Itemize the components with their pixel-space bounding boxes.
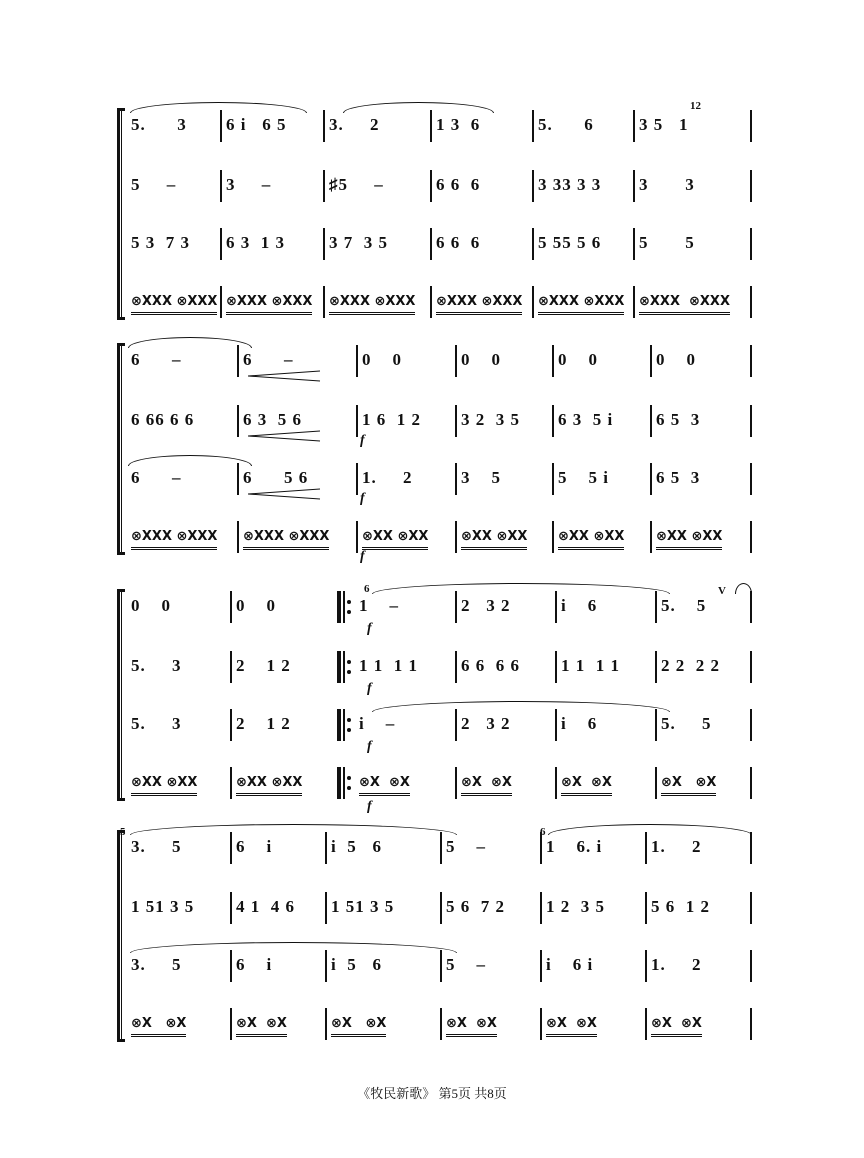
tuplet-number: 6: [540, 826, 546, 838]
notation-measure: 5 6 1 2: [651, 897, 710, 916]
barline: [356, 345, 358, 377]
barline: [540, 950, 542, 982]
barline: [325, 892, 327, 924]
slur: [130, 824, 457, 835]
barline: [325, 832, 327, 864]
percussion-measure: ⊗X ⊗X: [446, 1015, 497, 1037]
notation-measure: 2 3 2: [461, 596, 511, 615]
notation-measure: 5 3 7 3: [131, 233, 190, 252]
crescendo-hairpin: [248, 488, 323, 500]
barline: [655, 709, 657, 741]
barline: [552, 345, 554, 377]
barline: [552, 463, 554, 495]
notation-measure: 3. 5: [131, 955, 182, 974]
notation-measure: 5. 5: [661, 596, 707, 615]
barline: [555, 767, 557, 799]
breath-mark: V: [718, 585, 726, 597]
notation-measure: 1 –: [359, 596, 399, 615]
barline: [750, 709, 752, 741]
melody-staff: [0, 403, 864, 439]
barline: [440, 832, 442, 864]
notation-measure: 1 1 1 1: [561, 656, 620, 675]
melody-staff: [0, 707, 864, 743]
barline: [356, 405, 358, 437]
barline: [750, 832, 752, 864]
notation-measure: 6 i 6 5: [226, 115, 287, 134]
melody-staff: [0, 343, 864, 379]
repeat-start-sign: [337, 591, 347, 623]
notation-measure: 0 0: [461, 350, 501, 369]
barline: [455, 463, 457, 495]
notation-measure: 5. 5: [661, 714, 712, 733]
barline: [555, 651, 557, 683]
notation-measure: 3 5: [461, 468, 501, 487]
notation-measure: 6 –: [131, 350, 182, 369]
barline: [323, 228, 325, 260]
barline: [237, 405, 239, 437]
notation-measure: 5 6 7 2: [446, 897, 505, 916]
barline: [750, 892, 752, 924]
barline: [540, 1008, 542, 1040]
barline: [323, 286, 325, 318]
barline: [645, 1008, 647, 1040]
barline: [455, 767, 457, 799]
notation-measure: 6 5 3: [656, 410, 701, 429]
notation-measure: 5 5 i: [558, 468, 609, 487]
percussion-measure: ⊗XXX ⊗XXX: [436, 293, 522, 315]
notation-measure: 6 5 6: [243, 468, 309, 487]
melody-staff: [0, 890, 864, 926]
barline: [750, 591, 752, 623]
barline: [430, 228, 432, 260]
notation-measure: 0 0: [131, 596, 171, 615]
notation-measure: 1 1 1 1: [359, 656, 418, 675]
barline: [532, 228, 534, 260]
dynamic-forte: f: [367, 621, 372, 636]
tuplet-number: 6: [364, 583, 370, 595]
barline: [650, 405, 652, 437]
barline: [220, 228, 222, 260]
barline: [655, 767, 657, 799]
barline: [237, 463, 239, 495]
notation-measure: 0 0: [656, 350, 696, 369]
notation-measure: 1 2 3 5: [546, 897, 605, 916]
percussion-staff: [0, 519, 864, 555]
percussion-measure: ⊗X ⊗X: [546, 1015, 597, 1037]
percussion-measure: ⊗XXX ⊗XXX: [131, 528, 217, 550]
notation-measure: i 5 6: [331, 837, 382, 856]
notation-measure: 0 0: [558, 350, 598, 369]
barline: [645, 950, 647, 982]
barline: [230, 651, 232, 683]
notation-measure: 6 i: [236, 837, 273, 856]
dynamic-forte: f: [360, 433, 365, 448]
barline: [645, 832, 647, 864]
melody-staff: [0, 168, 864, 204]
notation-measure: 6 5 3: [656, 468, 701, 487]
notation-measure: 6 66 6 6: [131, 410, 195, 429]
percussion-measure: ⊗XX ⊗XX: [131, 774, 197, 796]
barline: [650, 521, 652, 553]
barline: [750, 950, 752, 982]
barline: [750, 651, 752, 683]
notation-measure: 1. 2: [362, 468, 413, 487]
notation-measure: 1 51 3 5: [331, 897, 395, 916]
percussion-measure: ⊗XX ⊗XX: [558, 528, 624, 550]
notation-measure: 1 3 6: [436, 115, 481, 134]
slur: [372, 701, 670, 712]
barline: [220, 286, 222, 318]
barline: [230, 591, 232, 623]
notation-measure: i 6 i: [546, 955, 594, 974]
barline: [440, 950, 442, 982]
notation-measure: 0 0: [236, 596, 276, 615]
barline: [650, 345, 652, 377]
notation-measure: 1 6 1 2: [362, 410, 421, 429]
notation-measure: i –: [359, 714, 396, 733]
barline: [645, 892, 647, 924]
percussion-staff: [0, 284, 864, 320]
melody-staff: [0, 948, 864, 984]
percussion-measure: ⊗XX ⊗XX: [236, 774, 302, 796]
barline: [356, 521, 358, 553]
notation-measure: i 5 6: [331, 955, 382, 974]
percussion-measure: ⊗X ⊗X: [359, 774, 410, 796]
notation-measure: 6 –: [131, 468, 182, 487]
melody-staff: [0, 589, 864, 625]
barline: [220, 170, 222, 202]
notation-measure: ♯5 –: [329, 175, 384, 194]
slur: [128, 455, 252, 466]
barline: [750, 767, 752, 799]
barline: [455, 709, 457, 741]
barline: [455, 591, 457, 623]
barline: [750, 170, 752, 202]
barline: [237, 521, 239, 553]
barline: [750, 110, 752, 142]
barline: [532, 286, 534, 318]
percussion-staff: [0, 1006, 864, 1042]
percussion-measure: ⊗X ⊗X: [661, 774, 716, 796]
notation-measure: i 6: [561, 596, 598, 615]
barline: [555, 709, 557, 741]
notation-measure: 6 6 6 6: [461, 656, 520, 675]
barline: [455, 521, 457, 553]
repeat-start-sign: [337, 767, 347, 799]
tuplet-number: 12: [690, 100, 701, 112]
barline: [430, 110, 432, 142]
page-footer: 《牧民新歌》 第5页 共8页: [357, 1086, 507, 1101]
percussion-staff: [0, 765, 864, 801]
notation-measure: 5 –: [446, 955, 486, 974]
percussion-measure: ⊗XXX ⊗XXX: [131, 293, 217, 315]
dynamic-forte: f: [367, 681, 372, 696]
barline: [323, 110, 325, 142]
percussion-measure: ⊗X ⊗X: [561, 774, 612, 796]
barline: [655, 591, 657, 623]
notation-measure: 3 –: [226, 175, 272, 194]
barline: [455, 345, 457, 377]
percussion-measure: ⊗XX ⊗XX: [362, 528, 428, 550]
percussion-measure: ⊗XX ⊗XX: [656, 528, 722, 550]
slur: [548, 824, 752, 835]
barline: [750, 405, 752, 437]
barline: [655, 651, 657, 683]
barline: [552, 521, 554, 553]
notation-measure: 1 6. i: [546, 837, 603, 856]
percussion-measure: ⊗X ⊗X: [131, 1015, 186, 1037]
notation-measure: 2 2 2 2: [661, 656, 720, 675]
percussion-measure: ⊗X ⊗X: [651, 1015, 702, 1037]
notation-measure: 1 51 3 5: [131, 897, 195, 916]
notation-measure: 3. 2: [329, 115, 380, 134]
barline: [750, 345, 752, 377]
slur: [372, 583, 670, 594]
slur: [128, 337, 252, 348]
percussion-measure: ⊗X ⊗X: [461, 774, 512, 796]
notation-measure: 3 5 1: [639, 115, 689, 134]
barline: [440, 892, 442, 924]
notation-measure: 3 2 3 5: [461, 410, 520, 429]
dynamic-forte: f: [367, 799, 372, 814]
barline: [230, 1008, 232, 1040]
barline: [555, 591, 557, 623]
notation-measure: 6 i: [236, 955, 273, 974]
crescendo-hairpin: [248, 430, 323, 442]
percussion-measure: ⊗XXX ⊗XXX: [639, 293, 730, 315]
notation-measure: 5. 3: [131, 656, 182, 675]
barline: [650, 463, 652, 495]
barline: [230, 950, 232, 982]
notation-measure: 5 –: [446, 837, 486, 856]
melody-staff: [0, 226, 864, 262]
barline: [455, 651, 457, 683]
notation-measure: 5 55 5 6: [538, 233, 602, 252]
notation-measure: 5 –: [131, 175, 177, 194]
barline: [750, 1008, 752, 1040]
melody-staff: [0, 461, 864, 497]
notation-measure: 2 1 2: [236, 656, 291, 675]
slur: [130, 102, 307, 113]
barline: [220, 110, 222, 142]
notation-measure: 3 33 3 3: [538, 175, 602, 194]
notation-measure: 6 –: [243, 350, 294, 369]
melody-staff: [0, 108, 864, 144]
barline: [230, 892, 232, 924]
slur: [343, 102, 494, 113]
percussion-measure: ⊗XXX ⊗XXX: [329, 293, 415, 315]
barline: [532, 110, 534, 142]
notation-measure: 6 3 5 6: [243, 410, 302, 429]
barline: [356, 463, 358, 495]
barline: [540, 892, 542, 924]
notation-measure: 5 5: [639, 233, 695, 252]
notation-measure: 5. 6: [538, 115, 594, 134]
barline: [633, 110, 635, 142]
melody-staff: [0, 649, 864, 685]
notation-measure: 4 1 4 6: [236, 897, 295, 916]
melody-staff: [0, 830, 864, 866]
barline: [532, 170, 534, 202]
barline: [430, 286, 432, 318]
notation-measure: 6 6 6: [436, 175, 481, 194]
percussion-measure: ⊗X ⊗X: [236, 1015, 287, 1037]
slur: [130, 942, 457, 953]
barline: [750, 228, 752, 260]
notation-measure: 5. 3: [131, 115, 187, 134]
notation-measure: 2 1 2: [236, 714, 291, 733]
barline: [325, 950, 327, 982]
notation-measure: 6 6 6: [436, 233, 481, 252]
notation-measure: i 6: [561, 714, 598, 733]
barline: [430, 170, 432, 202]
slur: [735, 583, 752, 594]
notation-measure: 1. 2: [651, 955, 702, 974]
dynamic-forte: f: [360, 491, 365, 506]
notation-measure: 1. 2: [651, 837, 702, 856]
repeat-start-sign: [337, 709, 347, 741]
barline: [440, 1008, 442, 1040]
barline: [237, 345, 239, 377]
percussion-measure: ⊗XXX ⊗XXX: [538, 293, 624, 315]
notation-measure: 3 3: [639, 175, 695, 194]
notation-measure: 2 3 2: [461, 714, 511, 733]
notation-measure: 6 3 1 3: [226, 233, 285, 252]
percussion-measure: ⊗XX ⊗XX: [461, 528, 527, 550]
barline: [633, 286, 635, 318]
barline: [750, 463, 752, 495]
percussion-measure: ⊗XXX ⊗XXX: [243, 528, 329, 550]
notation-measure: 6 3 5 i: [558, 410, 614, 429]
crescendo-hairpin: [248, 370, 323, 382]
percussion-measure: ⊗XXX ⊗XXX: [226, 293, 312, 315]
barline: [750, 521, 752, 553]
notation-measure: 3. 5: [131, 837, 182, 856]
barline: [230, 767, 232, 799]
barline: [750, 286, 752, 318]
tuplet-number: 5: [120, 826, 126, 838]
barline: [455, 405, 457, 437]
barline: [633, 228, 635, 260]
barline: [230, 832, 232, 864]
notation-measure: 3 7 3 5: [329, 233, 388, 252]
dynamic-forte: f: [360, 549, 365, 564]
repeat-start-sign: [337, 651, 347, 683]
percussion-measure: ⊗X ⊗X: [331, 1015, 386, 1037]
dynamic-forte: f: [367, 739, 372, 754]
barline: [325, 1008, 327, 1040]
barline: [323, 170, 325, 202]
notation-measure: 0 0: [362, 350, 402, 369]
notation-measure: 5. 3: [131, 714, 182, 733]
barline: [552, 405, 554, 437]
barline: [633, 170, 635, 202]
barline: [230, 709, 232, 741]
